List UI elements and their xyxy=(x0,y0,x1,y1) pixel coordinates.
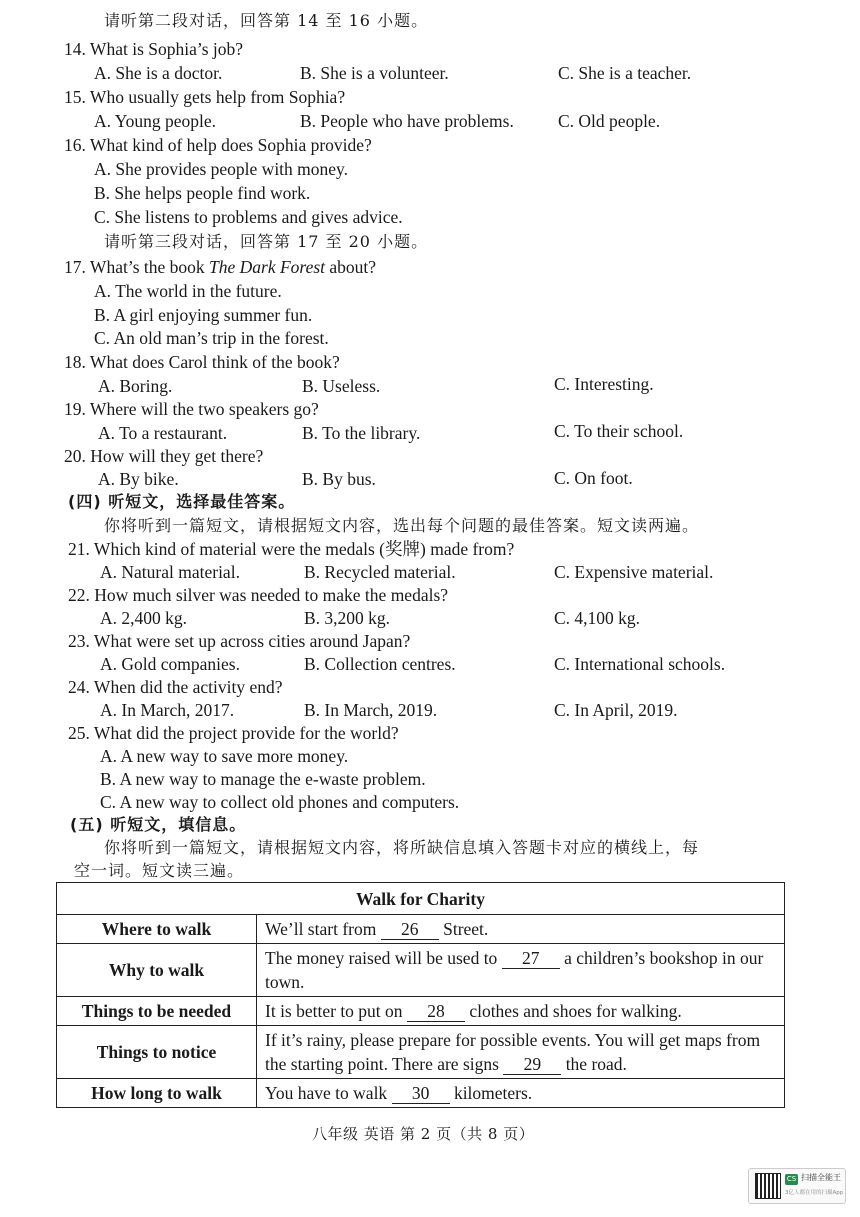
table-title-row xyxy=(57,883,785,915)
row-text: the road. xyxy=(561,1054,627,1074)
question-19: 19. Where will the two speakers go? xyxy=(64,399,319,419)
option-b: B. Recycled material. xyxy=(304,562,456,582)
option-a: A. The world in the future. xyxy=(94,281,282,301)
table-row xyxy=(57,1079,785,1108)
question-15: 15. Who usually gets help from Sophia? xyxy=(64,87,346,107)
question-22: 22. How much silver was needed to make the medals? xyxy=(68,585,449,605)
row-label: Things to notice xyxy=(57,1026,257,1079)
walk-for-charity-table xyxy=(56,882,785,1108)
option-b: B. A girl enjoying summer fun. xyxy=(94,305,313,325)
row-label: How long to walk xyxy=(57,1079,257,1108)
option-c: C. Old people. xyxy=(558,111,661,131)
option-a: A. A new way to save more money. xyxy=(100,746,349,766)
part-heading: (四) 听短文，选择最佳答案。 xyxy=(68,492,296,511)
question-14: 14. What is Sophia’s job? xyxy=(64,39,244,59)
option-a: A. To a restaurant. xyxy=(98,423,228,443)
option-a: A. Natural material. xyxy=(100,562,240,582)
row-label: Where to walk xyxy=(57,915,257,944)
table-row xyxy=(57,915,785,944)
question-21: 21. Which kind of material were the medals (奖牌) made from? xyxy=(68,539,515,559)
question-25: 25. What did the project provide for the world? xyxy=(68,723,399,743)
answer-blank-30: 30 xyxy=(392,1083,450,1104)
row-content xyxy=(257,1026,785,1079)
row-text: If it’s rainy, please prepare for possible events. You will get maps from the starting point. There are signs xyxy=(265,1030,761,1074)
scanner-watermark xyxy=(748,1168,846,1204)
option-c: C. 4,100 kg. xyxy=(554,608,641,628)
option-a: A. 2,400 kg. xyxy=(100,608,188,628)
question-17 xyxy=(64,256,376,278)
answer-blank-26: 26 xyxy=(381,919,439,940)
part-heading: (五) 听短文，填信息。 xyxy=(70,815,247,834)
option-b: B. She helps people find work. xyxy=(94,183,311,203)
option-c: C. She is a teacher. xyxy=(558,63,692,83)
row-text: The money raised will be used to xyxy=(265,948,502,968)
option-a: A. Gold companies. xyxy=(100,654,240,674)
answer-blank-28: 28 xyxy=(407,1001,465,1022)
option-b: B. She is a volunteer. xyxy=(300,63,449,83)
page-footer: 八年级 英语 第 2 页（共 8 页） xyxy=(312,1125,535,1143)
row-content xyxy=(257,1079,785,1108)
option-c: C. To their school. xyxy=(554,421,684,441)
answer-blank-27: 27 xyxy=(502,948,560,969)
book-title: The Dark Forest xyxy=(209,257,326,277)
option-a: A. Boring. xyxy=(98,376,173,396)
table-title: Walk for Charity xyxy=(57,883,785,915)
option-a: A. She is a doctor. xyxy=(94,63,223,83)
row-content xyxy=(257,944,785,997)
option-a: A. Young people. xyxy=(94,111,217,131)
option-c: C. She listens to problems and gives advice. xyxy=(94,207,403,227)
qr-code-icon xyxy=(755,1173,781,1199)
option-b: B. 3,200 kg. xyxy=(304,608,391,628)
row-text: Street. xyxy=(438,919,489,939)
row-text: We’ll start from xyxy=(265,919,381,939)
option-a: A. She provides people with money. xyxy=(94,159,349,179)
answer-blank-29: 29 xyxy=(503,1054,561,1075)
option-a: A. In March, 2017. xyxy=(100,700,235,720)
option-b: B. By bus. xyxy=(302,469,376,489)
question-text: about? xyxy=(325,257,377,277)
option-b: B. Useless. xyxy=(302,376,381,396)
row-text: a children’s bookshop in our town. xyxy=(265,948,764,992)
row-text: kilometers. xyxy=(449,1083,533,1103)
question-23: 23. What were set up across cities around Japan? xyxy=(68,631,411,651)
option-a: A. By bike. xyxy=(98,469,179,489)
option-c: C. Expensive material. xyxy=(554,562,714,582)
table-row xyxy=(57,944,785,997)
question-16: 16. What kind of help does Sophia provide? xyxy=(64,135,372,155)
option-b: B. Collection centres. xyxy=(304,654,456,674)
row-label: Things to be needed xyxy=(57,997,257,1026)
row-text: You have to walk xyxy=(265,1083,392,1103)
table-row xyxy=(57,1026,785,1079)
camscanner-logo-icon: CS xyxy=(786,1175,797,1183)
option-c: C. A new way to collect old phones and computers. xyxy=(100,792,460,812)
option-c: C. Interesting. xyxy=(554,374,654,394)
row-text: It is better to put on xyxy=(265,1001,407,1021)
option-c: C. International schools. xyxy=(554,654,726,674)
row-content xyxy=(257,915,785,944)
scanner-tagline: 3亿人都在用的扫描App xyxy=(785,1190,844,1196)
question-24: 24. When did the activity end? xyxy=(68,677,283,697)
option-b: B. To the library. xyxy=(302,423,421,443)
section-instruction: 请听第三段对话，回答第 17 至 20 小题。 xyxy=(104,232,429,251)
scanner-brand: 扫描全能王 xyxy=(801,1173,841,1182)
part-instruction: 你将听到一篇短文，请根据短文内容，选出每个问题的最佳答案。短文读两遍。 xyxy=(104,516,700,535)
row-label: Why to walk xyxy=(57,944,257,997)
option-c: C. An old man’s trip in the forest. xyxy=(94,328,329,348)
table-row xyxy=(57,997,785,1026)
option-c: C. On foot. xyxy=(554,468,633,488)
question-18: 18. What does Carol think of the book? xyxy=(64,352,340,372)
question-20: 20. How will they get there? xyxy=(64,446,264,466)
section-instruction: 请听第二段对话，回答第 14 至 16 小题。 xyxy=(104,11,429,30)
option-b: B. People who have problems. xyxy=(300,111,514,131)
row-content xyxy=(257,997,785,1026)
option-c: C. In April, 2019. xyxy=(554,700,678,720)
part-instruction: 空一词。短文读三遍。 xyxy=(74,861,245,880)
option-b: B. In March, 2019. xyxy=(304,700,438,720)
part-instruction: 你将听到一篇短文，请根据短文内容，将所缺信息填入答题卡对应的横线上，每 xyxy=(104,838,700,857)
question-text: 17. What’s the book xyxy=(64,257,210,277)
row-text: clothes and shoes for walking. xyxy=(464,1001,682,1021)
option-b: B. A new way to manage the e-waste problem. xyxy=(100,769,426,789)
